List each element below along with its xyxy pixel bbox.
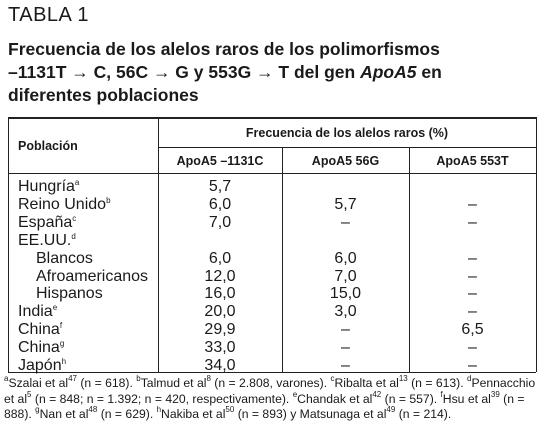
footnote-author: Pennacchio et al (4, 376, 536, 406)
frequency-cell: 33,0 (204, 339, 236, 357)
population-label: EE.UU. (18, 231, 72, 249)
footnote-reference: 47 (68, 374, 77, 383)
footnote-author: Nan et al (39, 407, 89, 422)
frequency-cell: 5,7 (208, 178, 232, 195)
gene-name: ApoA5 (360, 62, 417, 82)
population-label: India (18, 303, 53, 321)
footnote-author: Chandak et al (297, 391, 373, 406)
population-footnote-mark: g (59, 339, 65, 349)
footnote-reference: 49 (386, 405, 396, 415)
frequency-cell: 7,0 (208, 213, 232, 231)
group-header-rule (158, 147, 536, 148)
footnote-detail: (n = 2.808, varones). (210, 376, 331, 390)
frequency-cell: – (468, 339, 477, 357)
footnote-reference: 39 (490, 389, 500, 399)
column-header-553: ApoA5 553T (436, 154, 509, 168)
population-footnote-mark: b (106, 195, 111, 205)
footnote-mark: a (4, 374, 9, 383)
population-footnote-mark: a (74, 178, 80, 187)
footnote-detail: (n = 893) y Matsunaga et al (234, 407, 387, 422)
frequency-cell: – (468, 195, 477, 213)
footnote-mark: g (35, 405, 40, 415)
population-label: Japón (18, 357, 62, 374)
population-footnote-mark: d (71, 231, 76, 241)
population-name (18, 214, 76, 232)
footnotes (4, 376, 540, 423)
title-line-2-prefix: –1131T → C, 56C → G y 553G → T del gen (8, 62, 361, 82)
footnote-mark: e (292, 389, 298, 399)
frequency-cell: – (341, 321, 350, 339)
frequency-cell: – (341, 339, 350, 357)
footnote-detail: (n = 629). (97, 407, 157, 422)
frequency-cell: – (341, 213, 350, 231)
table-title (8, 38, 536, 107)
population-footnote-mark: h (61, 357, 67, 366)
footnote-reference: 8 (206, 374, 211, 383)
frequency-cell: 12,0 (204, 267, 236, 285)
population-label: Reino Unido (18, 195, 107, 213)
footnote-detail: (n = 888). (4, 391, 525, 422)
population-label: Hungría (18, 178, 75, 195)
population-footnote-mark: e (52, 303, 58, 313)
population-footnote-mark: f (59, 321, 63, 331)
title-line-2-suffix: en (416, 62, 442, 82)
footnote-detail: (n = 848; n = 1.392; n = 420, respectivamente). (31, 391, 293, 406)
frequency-cell: 5,7 (334, 195, 357, 213)
frequency-cell: – (341, 357, 350, 374)
frequency-cell: – (468, 213, 477, 231)
table-label: TABLA 1 (8, 4, 89, 26)
footnote-detail: (n = 613). (407, 376, 468, 390)
footnote-mark: c (330, 374, 335, 383)
footnote-author: Hsu et al (442, 391, 491, 406)
population-label: Afroamericanos (36, 267, 149, 285)
footnote-mark: d (467, 374, 472, 383)
title-line-2 (8, 61, 536, 84)
footnote-author: Talmud et al (140, 376, 207, 390)
group-header: Frecuencia de los alelos raros (%) (245, 126, 449, 140)
footnote-author: Szalai et al (8, 376, 69, 390)
frequency-cell: 6,0 (334, 249, 357, 267)
footnote-detail: (n = 557). (381, 391, 441, 406)
population-footnote-mark: c (72, 213, 77, 223)
frequency-cell: – (468, 249, 477, 267)
frequency-cell: 3,0 (334, 303, 357, 321)
population-label: China (18, 321, 60, 339)
population-label: Blancos (36, 249, 93, 267)
row-header: Población (18, 139, 78, 153)
footnote-detail: (n = 214). (395, 407, 452, 422)
population-name (18, 357, 66, 375)
footnote-reference: 48 (88, 405, 98, 415)
footnote-author: Nakiba et al (161, 407, 226, 422)
frequency-cell: – (468, 357, 477, 374)
frequency-cell: – (468, 267, 477, 285)
population-name (18, 339, 64, 357)
frequency-cell: 20,0 (204, 303, 236, 321)
footnote-detail: (n = 618). (76, 376, 137, 390)
column-header-rule (8, 173, 536, 174)
population-label: China (18, 339, 60, 357)
frequency-cell: 6,0 (208, 249, 232, 267)
frequency-cell: 7,0 (334, 267, 357, 285)
population-name (36, 268, 148, 286)
footnote-reference: 5 (27, 389, 32, 399)
population-name (36, 250, 93, 268)
population-name (36, 285, 103, 303)
footnote-reference: 50 (225, 405, 235, 415)
table-top-rule (8, 117, 536, 119)
population-label: Hispanos (36, 285, 103, 303)
population-name (18, 321, 62, 339)
title-line-3: diferentes poblaciones (8, 85, 199, 105)
frequency-cell: 6,5 (461, 321, 484, 339)
footnote-mark: f (440, 389, 443, 399)
table-left-border (8, 117, 9, 372)
frequency-cell: 34,0 (204, 357, 236, 374)
table-right-border (536, 117, 537, 372)
frequency-cell: – (468, 303, 477, 321)
population-name (18, 196, 111, 214)
title-line-1: Frecuencia de los alelos raros de los polimorfismos (8, 39, 440, 59)
footnote-author: Ribalta et al (334, 376, 399, 390)
frequency-cell: – (468, 285, 477, 303)
population-name (18, 303, 57, 321)
column-header-56: ApoA5 56G (311, 154, 380, 168)
column-header-1131: ApoA5 –1131C (176, 154, 264, 168)
footnote-reference: 42 (372, 389, 382, 399)
population-label: España (18, 213, 73, 231)
population-name (18, 178, 79, 196)
population-name (18, 232, 76, 250)
footnote-mark: h (156, 405, 162, 415)
footnote-mark: b (136, 374, 141, 383)
frequency-cell: 29,9 (204, 321, 236, 339)
frequency-cell: 16,0 (204, 285, 236, 303)
footnote-reference: 13 (398, 374, 408, 383)
frequency-cell: 15,0 (329, 285, 362, 303)
frequency-cell: 6,0 (208, 195, 232, 213)
